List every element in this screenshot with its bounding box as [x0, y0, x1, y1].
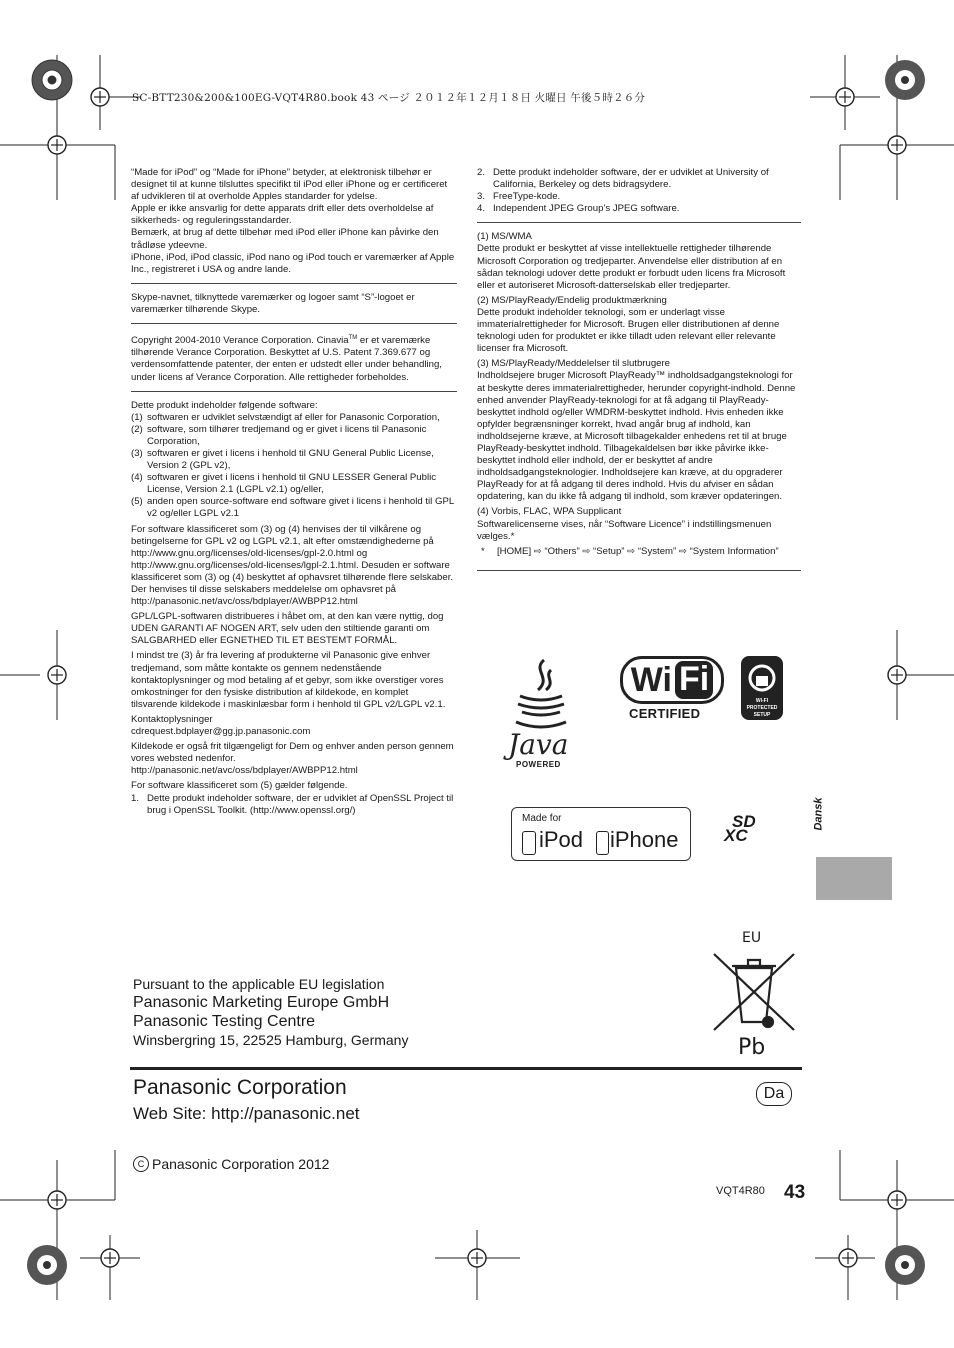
pb-label: Pb [738, 1035, 766, 1060]
company-name: Panasonic Marketing Europe GmbH [133, 994, 390, 1011]
list-item: 1. Dette produkt indeholder software, der er udviklet af OpenSSL Project til brug i OpenSSL Toolkit. (http://www.openssl.org/) [131, 792, 454, 816]
ms-wma-title: (1) MS/WMA [477, 231, 532, 243]
footnote: * [HOME] ⇨ “Others” ⇨ “Setup” ⇨ “System” ⇨ “System Information” [481, 545, 779, 557]
wifi-certified-logo: Wi Fi CERTIFIED [620, 656, 726, 722]
wheelie-bin-crossed-icon [710, 950, 800, 1036]
divider [131, 323, 457, 324]
vorbis-text: Softwarelicenserne vises, når “Software Licence” i indstillingsmenuen vælges.* [477, 518, 772, 542]
contact-label: Kontaktoplysninger [131, 713, 213, 725]
corporation-name: Panasonic Corporation [133, 1076, 347, 1099]
list-item: 2. Dette produkt indeholder software, der er udviklet at University of California, Berkeley og dets bidragsydere. [477, 167, 769, 191]
list-item: 4. Independent JPEG Group’s JPEG software. [477, 203, 680, 215]
website: Web Site: http://panasonic.net [133, 1104, 360, 1123]
legislation-line: Pursuant to the applicable EU legislation [133, 976, 385, 992]
footer-rule [130, 1067, 802, 1070]
playready-text: Dette produkt indeholder teknologi, som er underlagt visse immaterialrettigheder for Microsoft. Brugen eller distributionen af denne teknologi uden for produktet er ikke tilladt uden relevant eller relevante licenser fra Microsoft. [477, 306, 780, 355]
sdxc-logo: SD XC [724, 812, 756, 845]
vorbis-title: (4) Vorbis, FLAC, WPA Supplicant [477, 506, 622, 518]
ipod-notice-3: Bemærk, at brug af dette tilbehør med iPod eller iPhone kan påvirke den trådløse ydeevne. [131, 227, 439, 251]
ms-wma-text: Dette produkt er beskyttet af visse intellektuelle rettigheder tilhørende Microsoft Corporation og tredjeparter. Anvendelse eller distribution af en sådan teknologi udover dette produkt er forbudt uden licens fra Microsoft eller et autoriseret Microsoft-datterselskab eller tredjeparter. [477, 243, 786, 291]
list-item: (5) anden open source-software end software givet i licens i henhold til GPL v2 og/eller LGPL v2.1 [131, 496, 454, 520]
list-item: (2) software, som tilhører tredjemand og er givet i licens til Panasonic Corporation, [131, 423, 427, 447]
left-column [131, 167, 457, 817]
skype-notice: Skype-navnet, tilknyttede varemærker og logoer samt “S”-logoet er varemærker tilhørende Skype. [131, 291, 415, 315]
contact-email: cdrequest.bdplayer@gg.jp.panasonic.com [131, 726, 311, 738]
made-for-ipod-iphone-logo: Made for iPod iPhone [511, 807, 691, 861]
star-target-bottom-right [885, 1245, 925, 1285]
lock-icon [741, 656, 783, 696]
list-item: (3) softwaren er givet i licens i henhold til GNU General Public License, Version 2 (GPL v2), [131, 447, 434, 472]
java-logo: Java POWERED [506, 656, 576, 772]
playready-title: (2) MS/PlayReady/Endelig produktmærkning [477, 294, 667, 306]
copyright-icon: C [133, 1156, 149, 1172]
ipod-notice-1: “Made for iPod” og “Made for iPhone” betyder, at elektronisk tilbehør er designet til at kunne tilsluttes specifikt til iPod eller iPhone og er certificeret af udvikleren til at overholde Apples standarder for ydelse. [131, 167, 448, 203]
iphone-icon [596, 831, 609, 855]
divider [477, 570, 801, 571]
eu-label: EU [742, 930, 762, 946]
software-intro: Dette produkt indeholder følgende software: [131, 399, 318, 411]
notice-text: Indholdsejere bruger Microsoft PlayReady™ indholdsadgangsteknologi for at beskytte deres immaterialrettigheder, herunder copyright-indhold. Denne enhed anvender PlayReady-teknologi for at få adgang til PlayReady-beskyttet indhold og/eller WMDRM-beskyttet indhold. Hvis enheden ikke opfylder begrænsninger korrekt, hvad angår brug af indhold, kan indholdsejerne kræve, at Microsoft tilbagekalder enhedens ret til at bruge PlayReady-beskyttet indhold. Tilbagekaldelsen bør ikke påvirke ikke-beskyttet indhold eller indhold, der er beskyttet af andre indholdsadgangsteknologier. Indholdsejere kan kræve, at du opgraderer PlayReady for at få adgang til deres indhold. Hvis du afviser en sådan opdatering, kan du ikke få adgang til indhold, som kræver opdateringen. [477, 370, 796, 503]
side-tab [816, 857, 892, 900]
star-target-top-right [885, 60, 925, 100]
list-item: (1) softwaren er udviklet selvstændigt af eller for Panasonic Corporation, [131, 411, 440, 423]
ipod-notice-4: iPhone, iPod, iPod classic, iPod nano og iPod touch er varemærker af Apple Inc., registreret i USA og andre lande. [131, 251, 455, 275]
java-cup-icon [506, 656, 576, 736]
divider [131, 283, 457, 284]
star-target-top-left [32, 60, 72, 100]
document-code: VQT4R80 [716, 1185, 765, 1197]
divider [131, 391, 457, 392]
list-item: 3. FreeType-kode. [477, 191, 561, 203]
wps-logo: WI-FI PROTECTED SETUP [741, 656, 783, 720]
class5-intro: For software klassificeret som (5) gælder følgende. [131, 780, 348, 792]
side-language-label: Dansk [812, 797, 825, 831]
ipod-notice-2: Apple er ikke ansvarlig for dette apparats drift eller dets overholdelse af sikkerheds- og reguleringsstandarder. [131, 203, 434, 227]
gpl-paragraph: For software klassificeret som (3) og (4) henvises der til vilkårene og betingelserne for GPL v2 og LGPL v2.1, alt efter omstændighederne på http://www.gnu.org/licenses/old-licenses/gpl-2.0.html og http://www.gnu.org/licenses/old-licenses/lgpl-2.1.html. Desuden er software klassificeret som (3) og (4) beskyttet af ophavsret tilhørende flere selskaber. Der henvises til disse selskabers meddelelse om ophavsret på http://panasonic.net/avc/oss/bdplayer/AWBPP12.html [131, 523, 454, 608]
warranty-paragraph: GPL/LGPL-softwaren distribueres i håbet om, at den kan være nyttig, dog UDEN GARANTI AF NOGEN ART, selv uden den stiltiende garanti om SALGBARHED eller EGNETHED TIL ET BESTEMT FORMÅL. [131, 611, 444, 647]
address: Winsbergring 15, 22525 Hamburg, Germany [133, 1032, 409, 1048]
source-free-paragraph: Kildekode er også frit tilgængeligt for Dem og enhver anden person gennem vores websted nedenfor. http://panasonic.net/avc/oss/bdplayer/AWBPP12.html [131, 741, 454, 777]
testing-centre: Panasonic Testing Centre [133, 1013, 316, 1030]
notice-title: (3) MS/PlayReady/Meddelelser til slutbrugere [477, 358, 671, 370]
file-header-line: SC-BTT230&200&100EG-VQT4R80.book 43 ページ ２０１２年１２月１８日 火曜日 午後５時２６分 [132, 92, 646, 104]
copyright-text: Panasonic Corporation 2012 [152, 1156, 330, 1172]
language-badge: Da [756, 1082, 792, 1106]
cinavia-notice: Copyright 2004-2010 Verance Corporation. Cinavia™ er et varemærke tilhørende Verance Corporation. Beskyttet af U.S. Patent 7.369.677 og verdensomfattende patenter, der enten er udstedt eller under behandling, under licens af Verance Corporation. Alle rettigheder forbeholdes. [131, 335, 442, 383]
star-target-bottom-left [27, 1245, 67, 1285]
source-offer-paragraph: I mindst tre (3) år fra levering af produkterne vil Panasonic give enhver tredjemand, som måtte kontakte os gennem nedenstående kontaktoplysninger og mod betaling af et gebyr, som ikke overstiger vores omkostninger for den fysiske distribution af kildekode, en komplet tilsvarende kildekode i maskinlæsbar form i henhold til GPL v2/LGPL v2.1. [131, 650, 446, 710]
divider [477, 222, 801, 223]
page-number: 43 [784, 1182, 806, 1203]
ipod-icon [522, 831, 536, 855]
right-column [477, 167, 801, 579]
list-item: (4) softwaren er givet i licens i henhold til GNU LESSER General Public License, Version 2.1 (LGPL v2.1) og/eller, [131, 472, 437, 496]
